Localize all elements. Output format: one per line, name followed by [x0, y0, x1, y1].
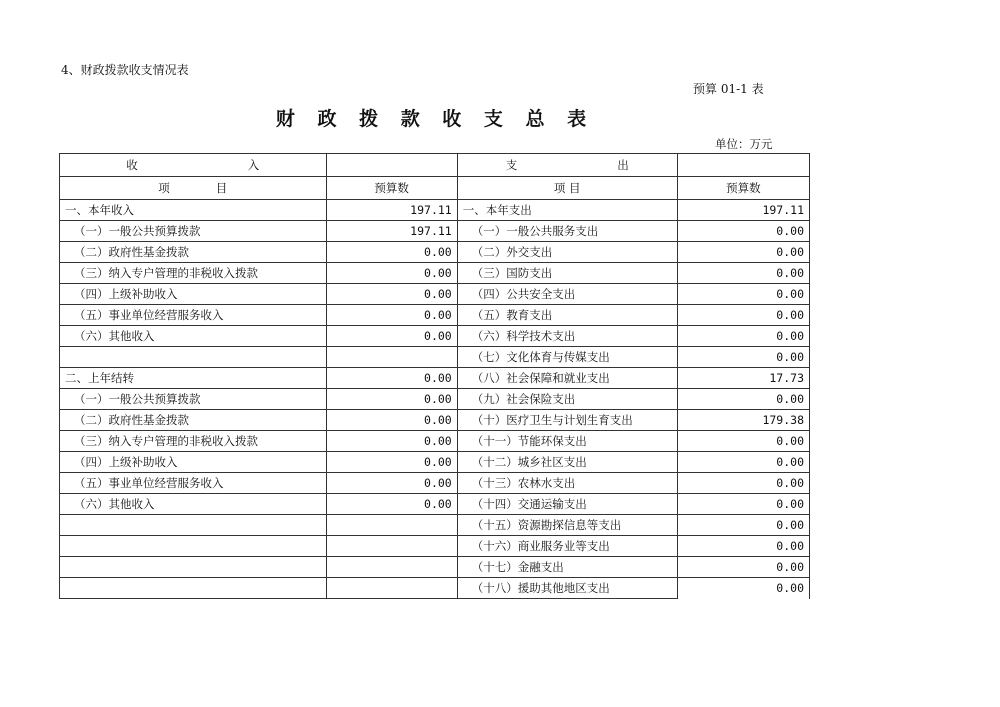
expense-value-cell: 0.00 [677, 578, 809, 599]
income-value-cell [326, 557, 457, 578]
table-row [60, 431, 810, 452]
expense-item-cell: （十五）资源勘探信息等支出 [457, 515, 677, 536]
expense-value-cell: 0.00 [677, 284, 809, 305]
income-item-cell [60, 515, 327, 536]
table-row [60, 305, 810, 326]
document-title: 财 政 拨 款 收 支 总 表 [275, 108, 595, 130]
table-row [60, 242, 810, 263]
expense-item-cell: （三）国防支出 [457, 263, 677, 284]
budget-table [59, 153, 810, 599]
income-value-cell [326, 536, 457, 557]
income-value-cell: 0.00 [326, 242, 457, 263]
income-item-cell: （六）其他收入 [60, 494, 327, 515]
expense-value-cell: 0.00 [677, 389, 809, 410]
income-value-cell [326, 347, 457, 368]
income-item-cell: （一）一般公共预算拨款 [60, 221, 327, 242]
income-value-cell: 0.00 [326, 284, 457, 305]
income-item-header: 项 目 [60, 177, 327, 200]
expense-item-cell: （八）社会保障和就业支出 [457, 368, 677, 389]
income-value-cell: 197.11 [326, 221, 457, 242]
table-row [60, 326, 810, 347]
income-item-cell [60, 557, 327, 578]
header-row-columns [60, 177, 810, 200]
expense-item-cell: （十六）商业服务业等支出 [457, 536, 677, 557]
income-group-header-blank [326, 154, 457, 177]
expense-item-cell: （十七）金融支出 [457, 557, 677, 578]
unit-label: 单位：万元 [715, 137, 773, 151]
income-item-cell [60, 347, 327, 368]
income-item-cell: 一、本年收入 [60, 200, 327, 221]
table-row [60, 347, 810, 368]
expense-value-cell: 0.00 [677, 515, 809, 536]
expense-value-cell: 0.00 [677, 305, 809, 326]
expense-item-cell: （十一）节能环保支出 [457, 431, 677, 452]
expense-value-cell: 0.00 [677, 221, 809, 242]
table-row [60, 368, 810, 389]
income-value-cell: 197.11 [326, 200, 457, 221]
income-value-cell: 0.00 [326, 473, 457, 494]
income-item-cell [60, 578, 327, 599]
expense-header-right: 出 [617, 158, 629, 172]
table-row [60, 452, 810, 473]
table-row [60, 494, 810, 515]
expense-value-cell: 0.00 [677, 431, 809, 452]
income-item-cell: （六）其他收入 [60, 326, 327, 347]
expense-value-cell: 0.00 [677, 473, 809, 494]
income-group-header [60, 154, 327, 177]
expense-item-cell: （七）文化体育与传媒支出 [457, 347, 677, 368]
income-item-cell: 二、上年结转 [60, 368, 327, 389]
table-row [60, 515, 810, 536]
header-row-group [60, 154, 810, 177]
expense-value-cell: 0.00 [677, 347, 809, 368]
expense-value-cell: 0.00 [677, 263, 809, 284]
income-value-cell [326, 578, 457, 599]
table-row [60, 263, 810, 284]
income-item-cell: （四）上级补助收入 [60, 452, 327, 473]
expense-item-cell: （九）社会保险支出 [457, 389, 677, 410]
expense-item-cell: （十二）城乡社区支出 [457, 452, 677, 473]
income-value-cell [326, 515, 457, 536]
expense-item-cell: （一）一般公共服务支出 [457, 221, 677, 242]
expense-budget-header: 预算数 [677, 177, 809, 200]
expense-value-cell: 0.00 [677, 536, 809, 557]
table-row [60, 473, 810, 494]
expense-item-header: 项 目 [457, 177, 677, 200]
expense-item-cell: 一、本年支出 [457, 200, 677, 221]
table-row [60, 221, 810, 242]
section-heading: 4、财政拨款收支情况表 [61, 63, 189, 77]
income-item-cell: （三）纳入专户管理的非税收入拨款 [60, 263, 327, 284]
income-value-cell: 0.00 [326, 431, 457, 452]
expense-group-header [457, 154, 677, 177]
income-item-cell: （五）事业单位经营服务收入 [60, 305, 327, 326]
expense-item-cell: （十）医疗卫生与计划生育支出 [457, 410, 677, 431]
expense-value-cell: 179.38 [677, 410, 809, 431]
income-value-cell: 0.00 [326, 389, 457, 410]
expense-value-cell: 0.00 [677, 494, 809, 515]
income-value-cell: 0.00 [326, 305, 457, 326]
income-header-right: 入 [247, 158, 260, 172]
form-code: 预算 01-1 表 [693, 82, 764, 96]
table-row [60, 578, 810, 599]
income-value-cell: 0.00 [326, 368, 457, 389]
expense-item-cell: （十八）援助其他地区支出 [457, 578, 677, 599]
income-value-cell: 0.00 [326, 452, 457, 473]
income-budget-header: 预算数 [326, 177, 457, 200]
income-item-cell: （五）事业单位经营服务收入 [60, 473, 327, 494]
expense-value-cell: 0.00 [677, 326, 809, 347]
table-row [60, 284, 810, 305]
income-item-cell: （二）政府性基金拨款 [60, 242, 327, 263]
expense-item-cell: （五）教育支出 [457, 305, 677, 326]
table-row [60, 389, 810, 410]
income-value-cell: 0.00 [326, 263, 457, 284]
expense-group-header-blank [677, 154, 809, 177]
expense-item-cell: （十三）农林水支出 [457, 473, 677, 494]
expense-item-cell: （十四）交通运输支出 [457, 494, 677, 515]
expense-item-cell: （六）科学技术支出 [457, 326, 677, 347]
income-item-cell: （二）政府性基金拨款 [60, 410, 327, 431]
expense-value-cell: 0.00 [677, 242, 809, 263]
expense-item-cell: （二）外交支出 [457, 242, 677, 263]
income-item-cell: （三）纳入专户管理的非税收入拨款 [60, 431, 327, 452]
expense-value-cell: 0.00 [677, 557, 809, 578]
expense-value-cell: 197.11 [677, 200, 809, 221]
table-row [60, 536, 810, 557]
income-value-cell: 0.00 [326, 494, 457, 515]
table-row [60, 557, 810, 578]
table-row [60, 410, 810, 431]
income-item-cell: （四）上级补助收入 [60, 284, 327, 305]
income-value-cell: 0.00 [326, 410, 457, 431]
income-value-cell: 0.00 [326, 326, 457, 347]
expense-value-cell: 17.73 [677, 368, 809, 389]
income-item-cell: （一）一般公共预算拨款 [60, 389, 327, 410]
expense-header-left: 支 [505, 158, 518, 172]
table-row [60, 200, 810, 221]
expense-item-cell: （四）公共安全支出 [457, 284, 677, 305]
income-header-left: 收 [126, 158, 138, 172]
income-item-cell [60, 536, 327, 557]
expense-value-cell: 0.00 [677, 452, 809, 473]
